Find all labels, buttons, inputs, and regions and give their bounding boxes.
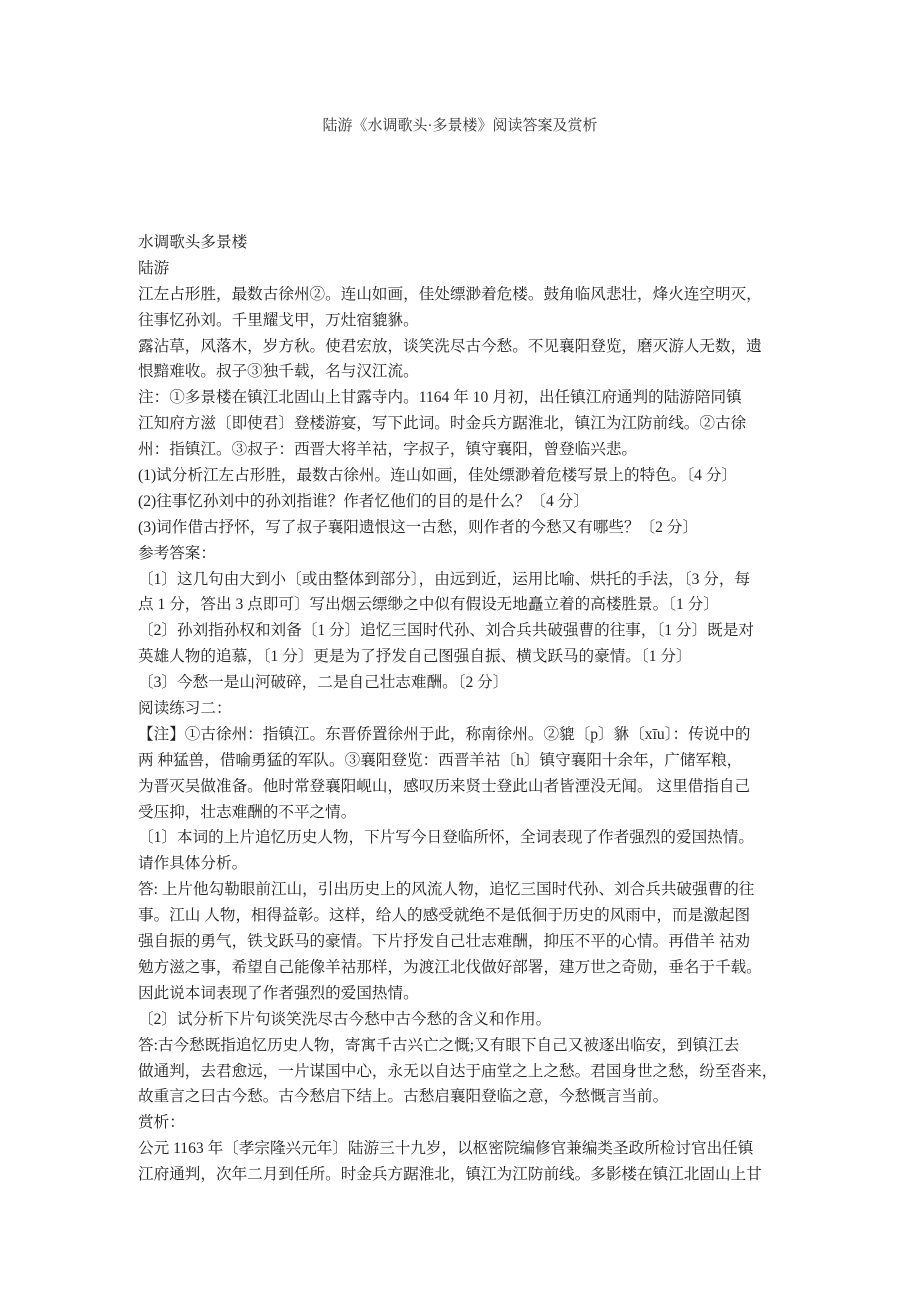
text-line: 故重言之曰古今愁。古今愁启下结上。古愁启襄阳登临之意，今愁慨言当前。 [138, 1088, 669, 1106]
text-line: 江府通判，次年二月到任所。时金兵方踞淮北，镇江为江防前线。多影楼在镇江北固山上甘 [138, 1166, 762, 1184]
text-line: (3)词作借古抒怀，写了叔子襄阳遗恨这一古愁，则作者的今愁又有哪些？〔2 分〕 [138, 518, 699, 536]
text-line: 〔3〕今愁一是山河破碎，二是自己壮志难酬。〔2 分〕 [138, 674, 509, 692]
text-line: 州：指镇江。③叔子：西晋大将羊祜，字叔子，镇守襄阳，曾登临兴悲。 [138, 441, 638, 459]
text-line: 陆游 [138, 259, 170, 277]
text-line: 阅读练习二： [138, 700, 232, 718]
text-line: 〔2〕孙刘指孙权和刘备〔1 分〕追忆三国时代孙、刘合兵共破强曹的往事，〔1 分〕既是对 [138, 622, 754, 640]
text-line: 恨黯难收。叔子③独千载，名与汉江流。 [138, 363, 419, 381]
text-line: 受压抑，壮志难酬的不平之情。 [138, 803, 357, 821]
text-line: 公元 1163 年〔孝宗隆兴元年〕陆游三十九岁，以枢密院编修官兼编类圣政所检讨官出任镇 [138, 1140, 754, 1158]
text-line: 强自振的勇气，铁戈跃马的豪情。下片抒发自己壮志难酬，抑压不平的心情。再借羊 祜劝 [138, 933, 751, 951]
text-line: 为晋灭吴做准备。他时常登襄阳岘山，感叹历来贤士登此山者皆湮没无闻。 这里借指自己 [138, 777, 751, 795]
text-line: 答: 上片他勾勒眼前江山，引出历史上的风流人物，追忆三国时代孙、刘合兵共破强曹的往 [138, 881, 755, 899]
text-line: 〔1〕这几句由大到小〔或由整体到部分〕，由远到近，运用比喻、烘托的手法，〔3 分，每 [138, 570, 751, 588]
text-line: 点 1 分，答出 3 点即可〕写出烟云缥缈之中似有假设无地矗立着的高楼胜景。〔1 分〕 [138, 596, 719, 614]
text-line: 〔1〕本词的上片追忆历史人物，下片写今日登临所怀，全词表现了作者强烈的爱国热情。 [138, 829, 754, 847]
text-line: (2)往事忆孙刘中的孙刘指谁？作者忆他们的目的是什么？〔4 分〕 [138, 492, 589, 510]
text-line: 江知府方滋〔即使君〕登楼游宴，写下此词。时金兵方踞淮北，镇江为江防前线。②古徐 [138, 415, 747, 433]
text-line: 事。江山 人物，相得益彰。这样，给人的感受就绝不是低徊于历史的风雨中，而是激起图 [138, 907, 751, 925]
text-line: 做通判，去君愈远，一片谋国中心，永无以自达于庙堂之上之愁。君国身世之愁，纷至沓来， [138, 1062, 778, 1080]
text-line: 请作具体分析。 [138, 855, 248, 873]
text-line: 两 种猛兽，借喻勇猛的军队。③襄阳登览：西晋羊祜〔h〕镇守襄阳十余年，广储军粮， [138, 751, 743, 769]
text-line: 注：①多景楼在镇江北固山上甘露寺内。1164 年 10 月初，出任镇江府通判的陆游陪同镇 [138, 389, 742, 407]
text-line: 【注】①古徐州：指镇江。东晋侨置徐州于此，称南徐州。②貔〔p〕貅〔xīu〕：传说中的 [138, 725, 751, 743]
text-line: 〔2〕试分析下片句谈笑洗尽古今愁中古今愁的含义和作用。 [138, 1010, 552, 1028]
text-line: 江左占形胜，最数古徐州②。连山如画，佳处缥渺着危楼。鼓角临风悲壮，烽火连空明灭， [138, 285, 762, 303]
document-title: 陆游《水调歌头·多景楼》阅读答案及赏析 [322, 118, 598, 134]
text-line: 英雄人物的追慕，〔1 分〕更是为了抒发自己图强自振、横戈跃马的豪情。〔1 分〕 [138, 648, 692, 666]
text-line: 勉方滋之事，希望自己能像羊祜那样，为渡江北伐做好部署，建万世之奇勋，垂名于千载。 [138, 958, 762, 976]
text-line: 水调歌头多景楼 [138, 234, 248, 251]
text-line: 赏析： [138, 1114, 185, 1132]
text-line: 参考答案： [138, 544, 216, 562]
text-line: 答:古今愁既指追忆历史人物，寄寓千古兴亡之慨;又有眼下自己又被逐出临安，到镇江去 [138, 1036, 740, 1054]
text-line: 往事忆孙刘。千里耀戈甲，万灶宿貔貅。 [138, 311, 419, 329]
text-line: 因此说本词表现了作者强烈的爱国热情。 [138, 984, 419, 1002]
text-line: (1)试分析江左占形胜，最数古徐州。连山如画，佳处缥渺着危楼写景上的特色。〔4 分〕 [138, 467, 738, 485]
document-body [138, 230, 788, 1188]
text-line: 露沾草，风落木，岁方秋。使君宏放，谈笑洗尽古今愁。不见襄阳登览，磨灭游人无数，遗 [138, 337, 762, 355]
